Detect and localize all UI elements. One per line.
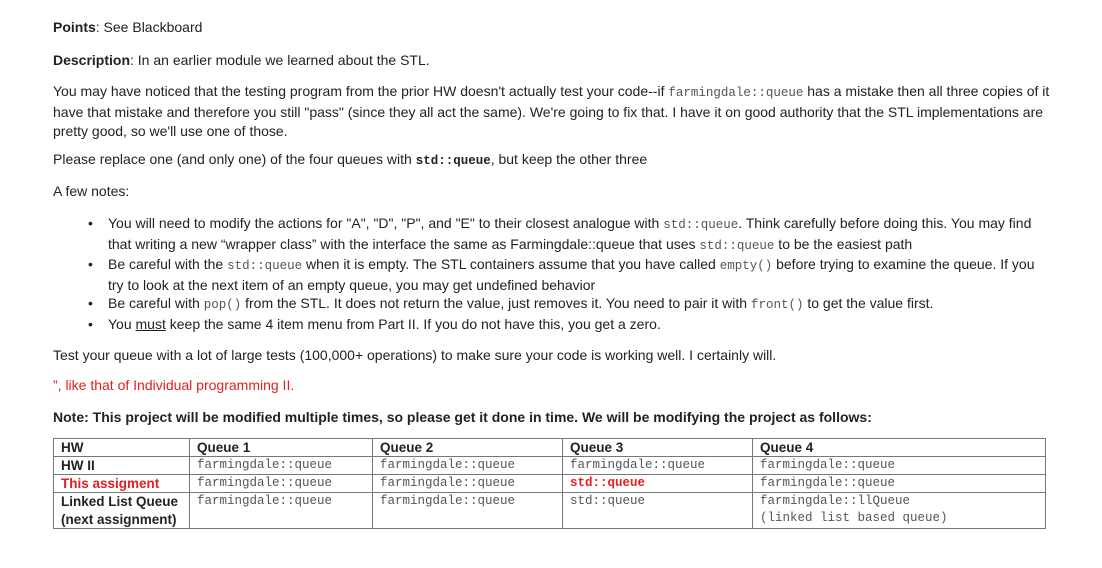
cell-q2: farmingdale::queue <box>373 457 563 475</box>
bullet3-text-2: from the STL. It does not return the value, just removes it. You need to pair it with <box>241 295 751 311</box>
points-line <box>53 18 1053 37</box>
bullet-dot: • <box>88 215 93 231</box>
bullet2-code-2: empty() <box>719 259 773 273</box>
bullet1-text-1: You will need to modify the actions for "A", "D", "P", and "E" to their closest analogue with <box>108 215 664 231</box>
table-row <box>54 457 1046 475</box>
para2-text-1: Please replace one (and only one) of the four queues with <box>53 151 416 167</box>
bullet3-code-2: front() <box>750 298 804 312</box>
para1-text-2: has a mistake then all three copies of it have that mistake and therefore you still "pass" (since they all act the same). We're going to fix that. I have it on good authority that the STL implementations are pretty good, so we'll use one of those. <box>53 83 1050 139</box>
points-label: Points <box>53 19 96 35</box>
bullet3-text-3: to get the value first. <box>803 295 934 311</box>
modification-note <box>53 408 1053 427</box>
table-row <box>54 493 1046 529</box>
red-note: ”, like that of Individual programming II. <box>53 377 295 393</box>
bullet2-text-1: Be careful with the <box>108 256 228 272</box>
bullet1-text-2: . Think carefully before doing this. You may find that writing a new “wrapper class” with the interface the same as Farmingdale::queue that uses <box>108 215 1032 252</box>
cell-q3: farmingdale::queue <box>563 457 753 475</box>
list-item <box>53 214 1053 255</box>
modification-note-text: Note: This project will be modified multiple times, so please get it done in time. We will be modifying the project as follows: <box>53 409 872 425</box>
notes-heading: A few notes: <box>53 183 130 199</box>
para2-code: std::queue <box>415 154 491 168</box>
notes-list <box>53 214 1053 333</box>
cell-q4-llqueue: farmingdale::llQueue (linked list based queue) <box>753 493 1046 529</box>
cell-q4: farmingdale::queue <box>753 457 1046 475</box>
header-queue-2: Queue 2 <box>373 439 563 457</box>
cell-q1: farmingdale::queue <box>190 457 373 475</box>
cell-q2: farmingdale::queue <box>373 475 563 493</box>
cell-q3: std::queue <box>563 493 753 529</box>
para1-text-1: You may have noticed that the testing program from the prior HW doesn't actually test your code--if <box>53 83 669 99</box>
para2-text-2: , but keep the other three <box>490 151 648 167</box>
para1-code: farmingdale::queue <box>668 86 804 100</box>
cell-q1: farmingdale::queue <box>190 475 373 493</box>
bullet1-code-1: std::queue <box>663 218 739 232</box>
row-label-hw2: HW II <box>54 457 190 475</box>
bullet-dot: • <box>88 256 93 272</box>
table-row <box>54 475 1046 493</box>
bullet3-text-1: Be careful with <box>108 295 204 311</box>
cell-q4: farmingdale::queue <box>753 475 1046 493</box>
cell-q1: farmingdale::queue <box>190 493 373 529</box>
header-queue-4: Queue 4 <box>753 439 1046 457</box>
bullet-dot: • <box>88 315 93 332</box>
bullet4-underlined: must <box>135 315 166 332</box>
paragraph-replace <box>53 150 1053 171</box>
cell-q2: farmingdale::queue <box>373 493 563 529</box>
bullet2-text-3: before trying to examine the queue. If you try to look at the next item of an empty queue, you may get undefined behavior <box>108 256 1035 293</box>
bullet1-code-2: std::queue <box>699 238 775 253</box>
row-label-this-assignment: This assigment <box>54 475 190 493</box>
list-item <box>53 315 1053 334</box>
bullet3-code-1: pop() <box>203 298 242 312</box>
row-label-linked-list: Linked List Queue (next assignment) <box>54 493 190 529</box>
list-item <box>53 294 1053 315</box>
points-value: : See Blackboard <box>95 19 203 35</box>
list-item <box>53 255 1053 294</box>
paragraph-testing <box>53 82 1053 141</box>
bullet2-code-1: std::queue <box>227 259 303 273</box>
header-queue-3: Queue 3 <box>563 439 753 457</box>
table-header-row <box>54 439 1046 457</box>
queue-plan-table <box>53 438 1046 529</box>
bullet4-text-1: You <box>108 315 136 332</box>
bullet1-text-3: to be the easiest path <box>774 235 913 252</box>
description-value: : In an earlier module we learned about the STL. <box>130 52 430 68</box>
description-line <box>53 51 1053 70</box>
bullet4-text-2: keep the same 4 item menu from Part II. If you do not have this, you get a zero. <box>165 315 661 332</box>
bullet2-text-2: when it is empty. The STL containers assume that you have called <box>302 256 720 272</box>
bullet-dot: • <box>88 295 93 311</box>
header-hw: HW <box>54 439 190 457</box>
header-queue-1: Queue 1 <box>190 439 373 457</box>
cell-q3-std-queue: std::queue <box>563 475 753 493</box>
test-instruction: Test your queue with a lot of large tests (100,000+ operations) to make sure your code is working well. I certainly will. <box>53 347 777 363</box>
description-label: Description <box>53 52 131 68</box>
